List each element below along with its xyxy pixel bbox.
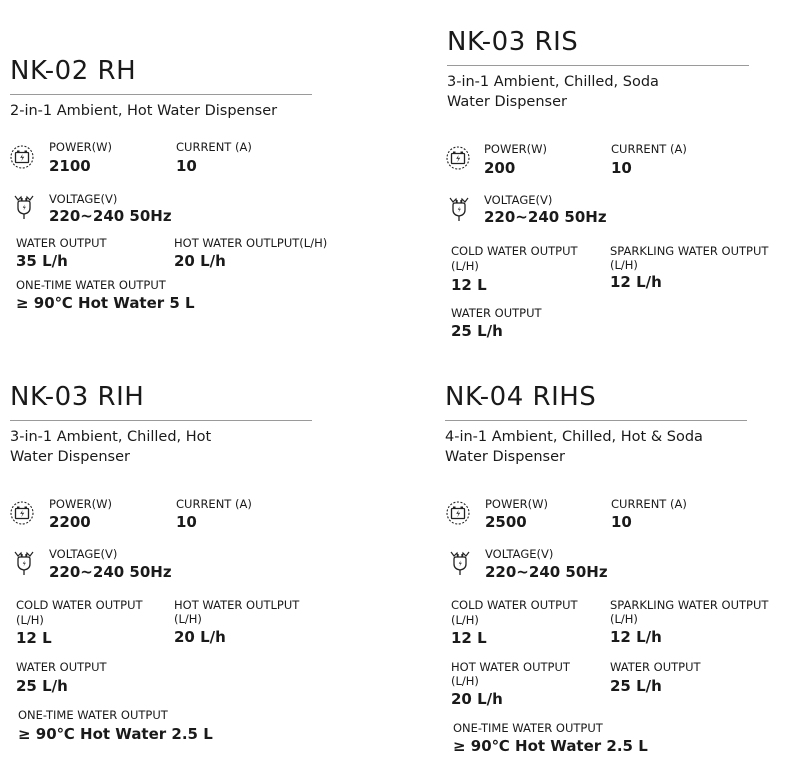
voltage-label: VOLTAGE(V)	[49, 547, 118, 561]
spec-label: WATER OUTPUT	[451, 306, 542, 320]
product-description: 2-in-1 Ambient, Hot Water Dispenser	[10, 103, 278, 119]
power-gauge-icon	[10, 144, 34, 170]
power-value: 2100	[49, 157, 91, 175]
spec-label: ONE-TIME WATER OUTPUT	[16, 278, 166, 292]
voltage-label: VOLTAGE(V)	[484, 193, 553, 207]
voltage-plug-icon	[448, 550, 472, 576]
title-divider	[447, 65, 749, 66]
voltage-plug-icon	[447, 196, 471, 222]
power-value: 2200	[49, 513, 91, 531]
spec-label: WATER OUTPUT	[610, 660, 701, 674]
spec-label: HOT WATER OUTPUT	[451, 660, 570, 674]
voltage-value: 220~240 50Hz	[485, 563, 608, 581]
current-value: 10	[611, 159, 632, 177]
spec-value: ≥ 90℃ Hot Water 2.5 L	[453, 737, 648, 755]
spec-label: WATER OUTPUT	[16, 236, 107, 250]
product-description: 3-in-1 Ambient, Chilled, Soda Water Dispenser	[447, 74, 659, 110]
spec-value: 12 L/h	[610, 628, 662, 646]
current-label: CURRENT (A)	[176, 497, 252, 511]
spec-value: ≥ 90℃ Hot Water 2.5 L	[18, 725, 213, 743]
spec-label: COLD WATER OUTPUT	[451, 244, 578, 258]
spec-label-unit: (L/H)	[451, 259, 479, 273]
spec-label: HOT WATER OUTLPUT	[174, 598, 300, 612]
spec-label-unit: (L/H)	[16, 613, 44, 627]
product-card-nk-02-rh	[10, 56, 350, 121]
spec-label: COLD WATER OUTPUT	[16, 598, 143, 612]
spec-value: 12 L	[451, 629, 487, 647]
power-label: POWER(W)	[485, 497, 548, 511]
power-label: POWER(W)	[49, 140, 112, 154]
power-gauge-icon	[10, 500, 34, 526]
product-description: 3-in-1 Ambient, Chilled, Hot Water Dispenser	[10, 429, 212, 465]
spec-label-unit: (L/H)	[451, 613, 479, 627]
spec-value: 35 L/h	[16, 252, 68, 270]
spec-value: 12 L/h	[610, 273, 662, 291]
voltage-label: VOLTAGE(V)	[49, 192, 118, 206]
spec-label: SPARKLING WATER OUTPUT	[610, 598, 769, 612]
voltage-value: 220~240 50Hz	[49, 563, 172, 581]
spec-value: ≥ 90℃ Hot Water 5 L	[16, 294, 195, 312]
spec-label-unit: (L/H)	[610, 258, 638, 272]
current-value: 10	[611, 513, 632, 531]
model-title: NK-02 RH	[10, 56, 137, 86]
power-value: 200	[484, 159, 516, 177]
title-divider	[10, 420, 312, 421]
voltage-label: VOLTAGE(V)	[485, 547, 554, 561]
product-card-nk-04-rihs	[445, 382, 785, 467]
spec-label: WATER OUTPUT	[16, 660, 107, 674]
power-label: POWER(W)	[49, 497, 112, 511]
power-gauge-icon	[446, 500, 470, 526]
voltage-value: 220~240 50Hz	[49, 207, 172, 225]
spec-label-unit: (L/H)	[174, 612, 202, 626]
current-label: CURRENT (A)	[611, 142, 687, 156]
voltage-plug-icon	[12, 194, 36, 220]
product-card-nk-03-rih	[10, 382, 350, 467]
current-value: 10	[176, 513, 197, 531]
title-divider	[10, 94, 312, 95]
current-value: 10	[176, 157, 197, 175]
voltage-value: 220~240 50Hz	[484, 208, 607, 226]
spec-value: 25 L/h	[16, 677, 68, 695]
current-label: CURRENT (A)	[176, 140, 252, 154]
voltage-plug-icon	[12, 550, 36, 576]
spec-value: 12 L	[16, 629, 52, 647]
title-divider	[445, 420, 747, 421]
power-label: POWER(W)	[484, 142, 547, 156]
spec-value: 20 L/h	[174, 252, 226, 270]
spec-label: COLD WATER OUTPUT	[451, 598, 578, 612]
spec-value: 20 L/h	[174, 628, 226, 646]
model-title: NK-03 RIS	[447, 27, 579, 57]
spec-value: 25 L/h	[610, 677, 662, 695]
spec-value: 25 L/h	[451, 322, 503, 340]
spec-value: 20 L/h	[451, 690, 503, 708]
spec-label: ONE-TIME WATER OUTPUT	[18, 708, 168, 722]
spec-value: 12 L	[451, 276, 487, 294]
power-gauge-icon	[446, 145, 470, 171]
model-title: NK-04 RIHS	[445, 382, 597, 412]
spec-label-unit: (L/H)	[610, 612, 638, 626]
spec-label: ONE-TIME WATER OUTPUT	[453, 721, 603, 735]
product-card-nk-03-ris	[447, 27, 787, 112]
spec-label: HOT WATER OUTLPUT(L/H)	[174, 236, 328, 250]
spec-label: SPARKLING WATER OUTPUT	[610, 244, 769, 258]
product-description: 4-in-1 Ambient, Chilled, Hot & Soda Water Dispenser	[445, 429, 703, 465]
model-title: NK-03 RIH	[10, 382, 145, 412]
spec-label-unit: (L/H)	[451, 674, 479, 688]
current-label: CURRENT (A)	[611, 497, 687, 511]
power-value: 2500	[485, 513, 527, 531]
